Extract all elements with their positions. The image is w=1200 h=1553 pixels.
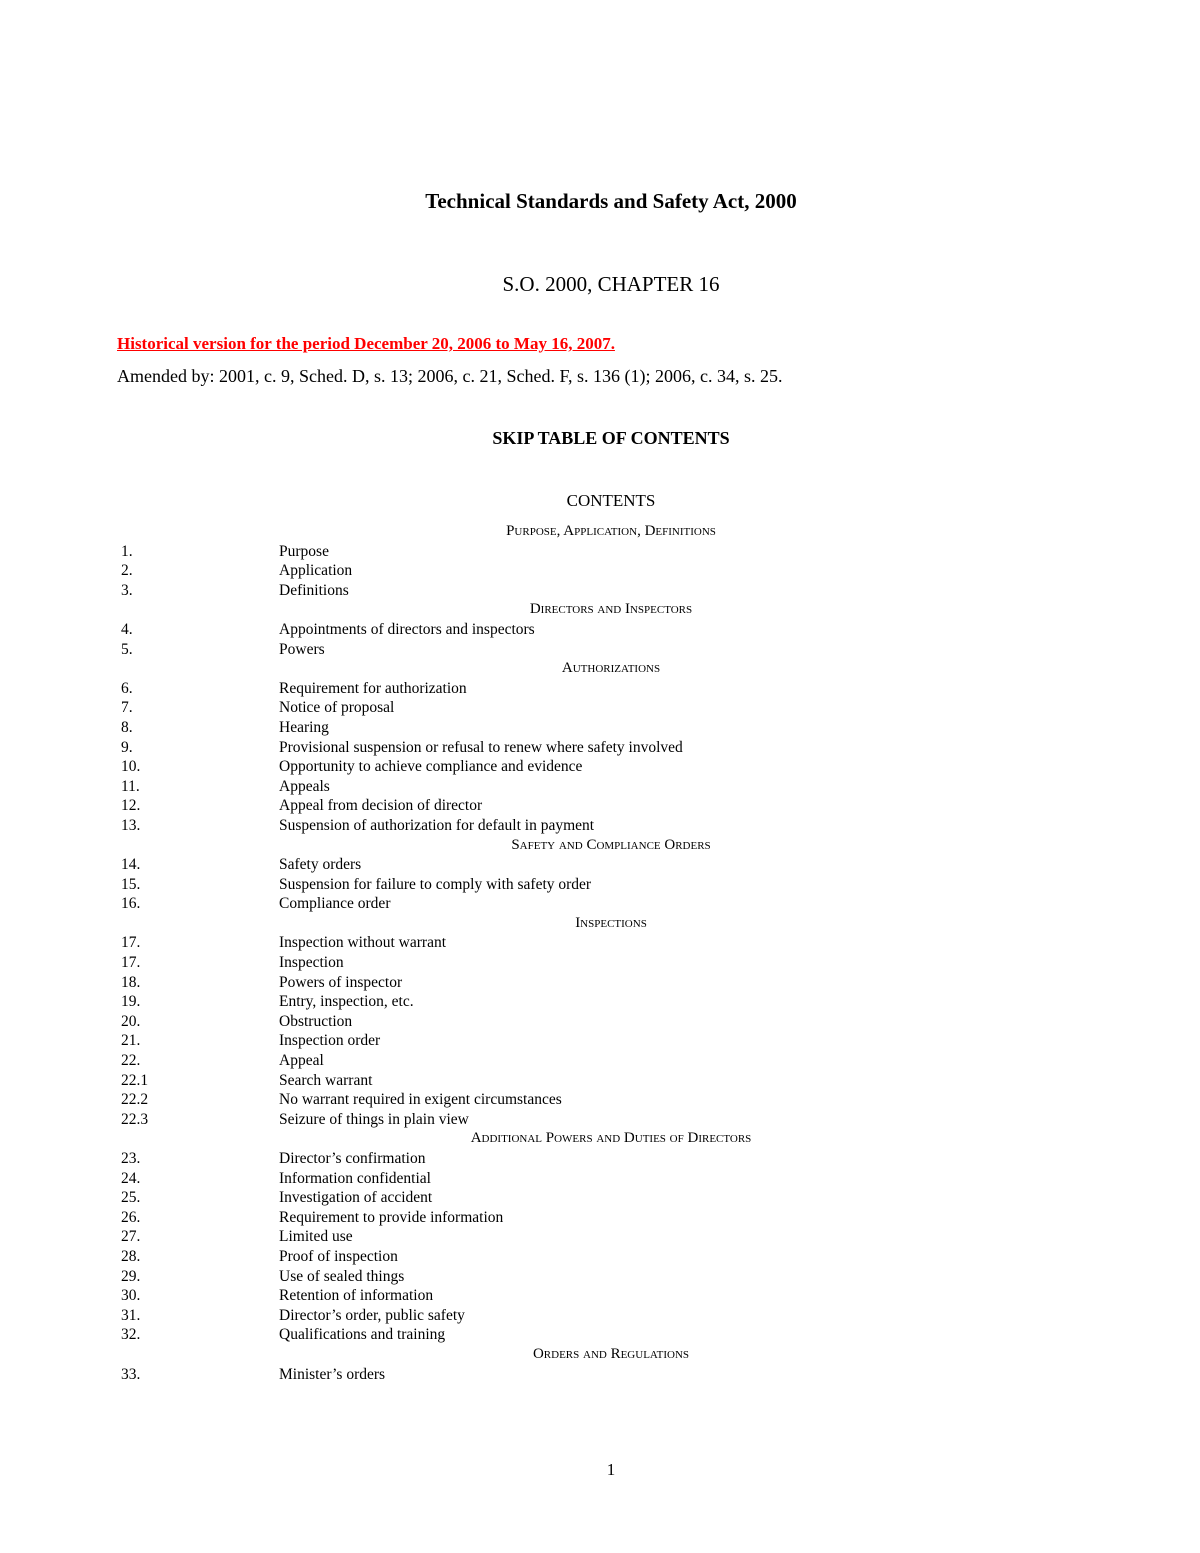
toc-entry-number: 22.3 [121,1110,149,1128]
toc-entry[interactable] [0,777,1200,797]
toc-entry-label: Opportunity to achieve compliance and evidence [279,758,583,776]
toc-entry-number: 22.2 [121,1091,149,1109]
toc-entry[interactable] [0,1227,1200,1247]
skip-toc-link[interactable]: SKIP TABLE OF CONTENTS [492,428,730,448]
toc-entry-number: 16. [121,895,141,913]
toc-entry-label: Search warrant [279,1071,373,1089]
toc-section-heading: Orders and Regulations [532,1345,690,1362]
toc-entry-number: 22. [121,1052,141,1070]
toc-entry[interactable] [0,640,1200,660]
toc-entry-label: Director’s confirmation [279,1150,426,1167]
toc-entry-number: 29. [121,1267,141,1285]
document-title: Technical Standards and Safety Act, 2000 [425,189,797,213]
toc-entry-label: Information confidential [279,1169,431,1187]
toc-entry-label: Provisional suspension or refusal to renew where safety involved [279,738,683,756]
toc-entry[interactable] [0,1149,1200,1169]
toc-entry[interactable] [0,1267,1200,1287]
toc-entry-number: 7. [121,699,133,717]
toc-entry[interactable] [0,1325,1200,1345]
toc-entry-number: 20. [121,1012,141,1030]
toc-entry-number: 17. [121,954,141,972]
toc-entry[interactable] [0,894,1200,914]
toc-entry[interactable] [0,542,1200,562]
toc-entry-label: Director’s order, public safety [279,1306,465,1324]
toc-entry-label: Hearing [279,718,329,736]
toc-entry[interactable] [0,1286,1200,1306]
toc-entry-number: 22.1 [121,1071,149,1089]
toc-entry-label: Inspection [279,954,344,972]
toc-entry-label: Powers of inspector [279,973,403,991]
chapter-citation: S.O. 2000, CHAPTER 16 [502,272,720,296]
toc-entry-number: 1. [121,542,133,560]
toc-entry-number: 11. [121,777,140,795]
toc-entry-number: 24. [121,1169,141,1187]
toc-entry-number: 23. [121,1150,141,1167]
toc-section-heading: Purpose, Application, Definitions [506,523,716,539]
toc-entry-label: Retention of information [279,1287,434,1305]
toc-entry-label: Seizure of things in plain view [279,1110,469,1128]
toc-entry-label: Suspension for failure to comply with safety order [279,875,592,893]
toc-entry[interactable] [0,1012,1200,1032]
toc-entry[interactable] [0,1208,1200,1228]
toc-entry[interactable] [0,992,1200,1012]
toc-entry-label: Notice of proposal [279,699,395,717]
table-of-contents [0,522,1200,1384]
toc-entry-label: Minister’s orders [279,1365,386,1383]
toc-entry-label: Requirement to provide information [279,1208,504,1226]
toc-entry-number: 6. [121,679,133,697]
toc-entry[interactable] [0,1051,1200,1071]
toc-entry-label: Application [279,562,353,580]
toc-entry-label: Powers [279,640,325,658]
toc-entry-label: Limited use [279,1228,353,1246]
toc-entry-number: 30. [121,1287,141,1305]
toc-entry[interactable] [0,855,1200,875]
toc-entry-number: 28. [121,1247,141,1265]
contents-heading: CONTENTS [566,491,656,510]
toc-entry-number: 15. [121,875,141,893]
toc-entry-number: 31. [121,1306,141,1324]
toc-entry-number: 5. [121,640,133,658]
toc-entry[interactable] [0,1071,1200,1091]
toc-entry[interactable] [0,1188,1200,1208]
toc-entry-label: Qualifications and training [279,1326,446,1344]
toc-entry-number: 4. [121,620,133,638]
toc-entry-number: 8. [121,718,133,736]
toc-entry-label: Appeals [279,777,330,795]
toc-entry-label: Suspension of authorization for default in payment [279,816,595,834]
toc-entry-number: 19. [121,993,141,1011]
toc-entry[interactable] [0,738,1200,758]
toc-entry-label: Proof of inspection [279,1247,398,1265]
toc-entry-number: 17. [121,934,141,952]
toc-section-heading: Additional Powers and Duties of Directors [470,1130,752,1147]
toc-entry-number: 21. [121,1032,141,1050]
toc-entry[interactable] [0,1365,1200,1385]
toc-entry-label: No warrant required in exigent circumstances [279,1091,562,1109]
toc-entry-label: Appeal from decision of director [279,797,483,815]
toc-entry-label: Purpose [279,542,329,560]
toc-entry[interactable] [0,1247,1200,1267]
historical-version-link[interactable]: Historical version for the period December 20, 2006 to May 16, 2007. [117,334,615,353]
toc-entry-label: Obstruction [279,1012,353,1030]
toc-entry[interactable] [0,875,1200,895]
toc-entry[interactable] [0,1090,1200,1110]
toc-entry-label: Appointments of directors and inspectors [279,620,535,638]
toc-section-heading: Directors and Inspectors [529,601,693,618]
toc-entry-number: 12. [121,797,141,815]
toc-entry[interactable] [0,1306,1200,1326]
toc-entry[interactable] [0,620,1200,640]
toc-entry-label: Inspection order [279,1032,381,1050]
toc-entry-number: 33. [121,1365,141,1383]
toc-entry[interactable] [0,718,1200,738]
toc-entry-number: 9. [121,738,133,756]
toc-entry[interactable] [0,757,1200,777]
toc-entry-number: 14. [121,856,141,874]
toc-entry[interactable] [0,816,1200,836]
toc-entry-label: Inspection without warrant [279,934,447,952]
toc-entry[interactable] [0,933,1200,953]
toc-entry[interactable] [0,561,1200,581]
toc-entry-label: Use of sealed things [279,1267,405,1285]
toc-entry-number: 32. [121,1326,141,1344]
toc-section-heading: Authorizations [561,660,661,677]
toc-entry-number: 2. [121,562,133,580]
toc-entry[interactable] [0,953,1200,973]
toc-entry-label: Compliance order [279,895,391,913]
toc-entry-label: Safety orders [279,856,362,874]
toc-section-heading: Inspections [575,914,647,931]
toc-entry[interactable] [0,796,1200,816]
toc-entry-label: Entry, inspection, etc. [279,993,414,1011]
toc-entry-number: 10. [121,758,141,776]
toc-entry-number: 3. [121,581,133,599]
toc-entry-number: 25. [121,1189,141,1207]
page-number: 1 [606,1460,616,1479]
toc-entry-label: Appeal [279,1052,324,1070]
toc-section-heading: Safety and Compliance Orders [511,836,711,853]
toc-entry[interactable] [0,1031,1200,1051]
toc-entry[interactable] [0,973,1200,993]
toc-entry[interactable] [0,581,1200,601]
toc-entry-number: 13. [121,816,141,834]
toc-entry[interactable] [0,1110,1200,1130]
toc-entry[interactable] [0,1169,1200,1189]
toc-entry-label: Definitions [279,581,349,599]
toc-entry-label: Investigation of accident [279,1189,433,1207]
amended-by-line: Amended by: 2001, c. 9, Sched. D, s. 13; 2006, c. 21, Sched. F, s. 136 (1); 2006, c. 34, s. 25. [117,366,783,386]
toc-entry-label: Requirement for authorization [279,679,467,697]
toc-entry-number: 18. [121,973,141,991]
toc-entry-number: 26. [121,1208,141,1226]
toc-entry[interactable] [0,679,1200,699]
toc-entry[interactable] [0,698,1200,718]
toc-entry-number: 27. [121,1228,141,1246]
